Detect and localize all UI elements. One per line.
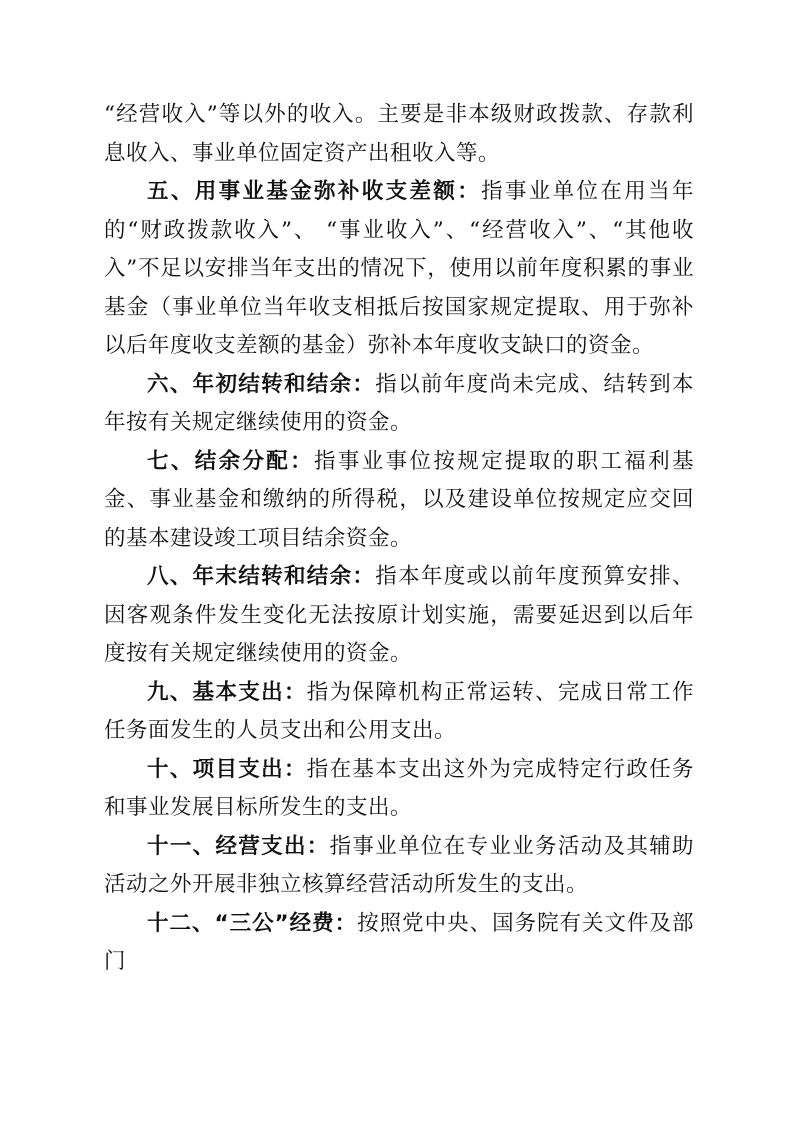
term-heading: 十一、经营支出： — [147, 833, 330, 859]
term-heading: 十二、“三公”经费： — [147, 910, 358, 936]
paragraph-item-5 — [104, 173, 694, 366]
paragraph-item-12 — [104, 905, 694, 982]
paragraph-text: “经营收入”等以外的收入。主要是非本级财政拨款、存款利息收入、事业单位固定资产出租收入等。 — [104, 102, 694, 166]
paragraph-item-10 — [104, 751, 694, 828]
paragraph-text: 指为保障机构正常运转、完成日常工作任务面发生的人员支出和公用支出。 — [104, 679, 694, 743]
paragraph-text: 指事业事位按规定提取的职工福利基金、事业基金和缴纳的所得税，以及建设单位按规定应交回的基本建设竣工项目结余资金。 — [104, 448, 694, 551]
document-body — [104, 96, 694, 982]
term-heading: 五、用事业基金弥补收支差额： — [147, 179, 482, 204]
paragraph-item-8 — [104, 558, 694, 674]
paragraph-item-7 — [104, 443, 694, 559]
paragraph-text: 指事业单位在专业业务活动及其辅助活动之外开展非独立核算经营活动所发生的支出。 — [104, 833, 694, 897]
term-heading: 九、基本支出： — [147, 679, 307, 705]
paragraph-text: 按照党中央、国务院有关文件及部门 — [104, 910, 694, 974]
paragraph-text: 指本年度或以前年度预算安排、因客观条件发生变化无法按原计划实施，需要延迟到以后年度按有关规定继续使用的资金。 — [104, 564, 694, 666]
term-heading: 七、结余分配： — [147, 448, 315, 474]
paragraph-text: 指以前年度尚未完成、结转到本年按有关规定继续使用的资金。 — [104, 371, 694, 435]
term-heading: 八、年末结转和结余： — [147, 564, 376, 589]
paragraph-text: 指在基本支出这外为完成特定行政任务和事业发展目标所发生的支出。 — [104, 756, 694, 820]
term-heading: 六、年初结转和结余： — [147, 371, 376, 397]
paragraph-item-11 — [104, 828, 694, 905]
term-heading: 十、项目支出： — [147, 756, 307, 782]
paragraph-item-6 — [104, 366, 694, 443]
paragraph-item-9 — [104, 674, 694, 751]
paragraph-text: 指事业单位在用当年的“财政拨款收入”、 “事业收入”、“经营收入”、“其他收入”不足以安排当年支出的情况下，使用以前年度积累的事业基金（事业单位当年收支相抵后按国家规定提取、用于弥补以后年度收支差额的基金）弥补本年度收支缺口的资金。 — [104, 179, 694, 358]
paragraph-other-income-continued — [104, 96, 694, 173]
